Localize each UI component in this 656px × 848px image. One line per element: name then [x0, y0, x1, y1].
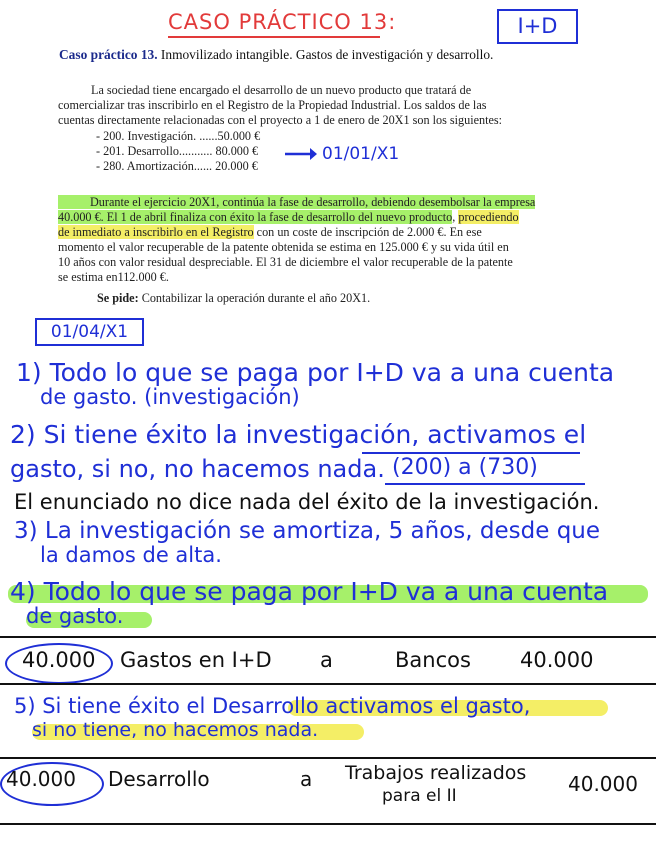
- entry-2-debit: 40.000: [6, 767, 76, 791]
- note-4-line-1: 4) Todo lo que se paga por I+D va a una cuenta: [10, 577, 609, 606]
- entry-1-debit: 40.000: [22, 648, 96, 672]
- entry-2-bottom-rule: [0, 823, 656, 825]
- p2-highlight-1: Durante el ejercicio 20X1, continúa la fase de desarrollo, debiendo desembolsar la empresa: [58, 195, 535, 209]
- p2-line-3: [58, 225, 482, 240]
- task-label: Se pide:: [97, 291, 139, 305]
- entry-1-sep: a: [320, 648, 333, 672]
- entry-2-credit-account-1: Trabajos realizados: [345, 762, 527, 784]
- red-underline: [168, 36, 380, 38]
- entry-1-bottom-rule: [0, 683, 656, 685]
- p2-line-4: momento el valor recuperable de la patente obtenida se estima en 125.000 € y su vida útil en: [58, 240, 509, 254]
- p2-highlight-2: 40.000 €. El 1 de abril finaliza con éxito la fase de desarrollo del nuevo producto: [58, 210, 453, 224]
- date-box-label: 01/04/X1: [50, 322, 129, 342]
- tag-box: [497, 9, 578, 44]
- p2-line-2: [58, 210, 519, 225]
- balance-date-note: 01/01/X1: [322, 144, 400, 164]
- balance-201: - 201. Desarrollo........... 80.000 €: [96, 144, 259, 158]
- tag-label: I+D: [517, 14, 558, 38]
- p2-line-6: se estima en112.000 €.: [58, 270, 169, 284]
- arrow-right-icon: [284, 147, 318, 161]
- intro-line-2: comercializar tras inscribirlo en el Registro de la Propiedad Industrial. Los saldos de las: [58, 98, 487, 112]
- entry-1-top-rule: [0, 636, 656, 638]
- doc-title-rest: Inmovilizado intangible. Gastos de investigación y desarrollo.: [157, 47, 494, 62]
- p2-line-5: 10 años con valor residual despreciable. El 31 de diciembre el valor recuperable de la patente: [58, 255, 513, 269]
- p2-highlight-3: procediendo: [458, 210, 519, 224]
- balance-200: - 200. Investigación. ......50.000 €: [96, 129, 261, 143]
- note-2-entry-underline: [385, 483, 585, 485]
- date-box: [35, 318, 144, 346]
- p2-line-1: [58, 195, 535, 210]
- entry-2-credit: 40.000: [568, 772, 638, 796]
- entry-1-account: Gastos en I+D: [120, 648, 272, 672]
- note-statement: El enunciado no dice nada del éxito de la investigación.: [14, 490, 600, 514]
- entry-1-credit: 40.000: [520, 648, 594, 672]
- doc-title-bold: Caso práctico 13.: [59, 47, 158, 62]
- note-1-line-2: de gasto. (investigación): [40, 385, 300, 409]
- note-2-underline: [362, 452, 580, 454]
- entry-2-account: Desarrollo: [108, 767, 210, 791]
- entry-1-credit-account: Bancos: [395, 648, 471, 672]
- note-2-line-1: 2) Si tiene éxito la investigación, activamos el: [10, 420, 587, 449]
- note-1-line-1: 1) Todo lo que se paga por I+D va a una cuenta: [16, 358, 615, 387]
- task-text: Contabilizar la operación durante el año 20X1.: [138, 291, 371, 305]
- intro-line-3: cuentas directamente relacionadas con el proyecto a 1 de enero de 20X1 son los siguientes:: [58, 113, 503, 127]
- p2-line-2-sep: ,: [452, 210, 459, 224]
- note-2-entry: (200) a (730): [392, 455, 538, 480]
- entry-2-credit-account-2: para el II: [382, 786, 457, 806]
- note-5-line-2: si no tiene, no hacemos nada.: [32, 719, 319, 741]
- entry-2-top-rule: [0, 757, 656, 759]
- p2-line-3-rest: con un coste de inscripción de 2.000 €. En ese: [253, 225, 482, 239]
- p2-highlight-4: de inmediato a inscribirlo en el Registro: [58, 225, 254, 239]
- entry-2-sep: a: [300, 767, 313, 791]
- note-5-line-1: 5) Si tiene éxito el Desarrollo activamos el gasto,: [14, 694, 531, 718]
- note-3-line-1: 3) La investigación se amortiza, 5 años, desde que: [14, 518, 601, 544]
- note-2-line-2: gasto, si no, no hacemos nada.: [10, 455, 385, 483]
- note-4-line-2: de gasto.: [26, 604, 124, 628]
- task-line: [97, 291, 370, 306]
- note-3-line-2: la damos de alta.: [40, 543, 222, 567]
- doc-title: [59, 47, 493, 62]
- intro-line-1: La sociedad tiene encargado el desarrollo de un nuevo producto que tratará de: [91, 83, 472, 97]
- balance-280: - 280. Amortización...... 20.000 €: [96, 159, 258, 173]
- handwritten-title: CASO PRÁCTICO 13:: [168, 10, 397, 34]
